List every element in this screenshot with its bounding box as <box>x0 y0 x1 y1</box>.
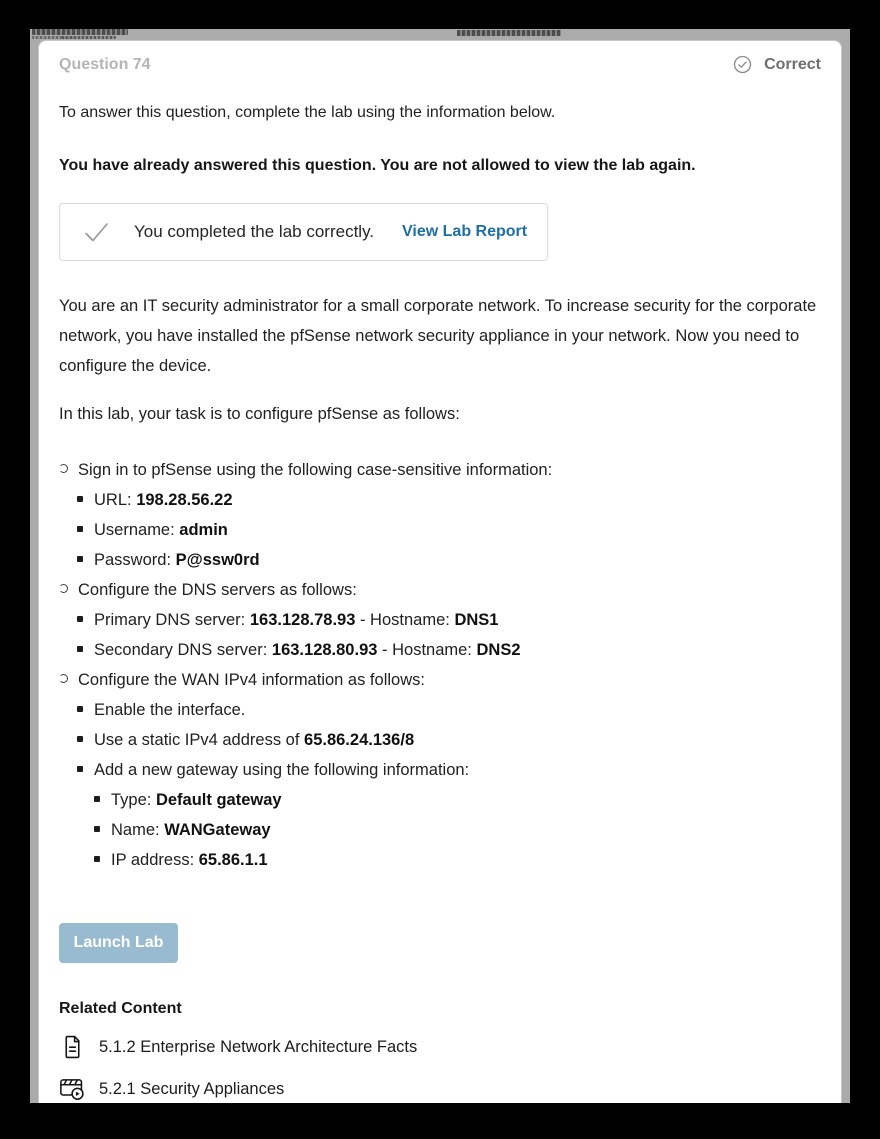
already-answered-warning: You have already answered this question. You are not allowed to view the lab again. <box>59 157 696 174</box>
related-item-label: 5.1.2 Enterprise Network Architecture Facts <box>99 1037 418 1056</box>
square-bullet-icon <box>77 496 83 502</box>
intro-text: To answer this question, complete the lab using the information below. <box>59 104 556 121</box>
task-list-item-text: Enable the interface. <box>94 701 246 719</box>
task-list-item <box>77 545 821 575</box>
task-list-item <box>77 725 821 755</box>
task-list-item-text: Configure the DNS servers as follows: <box>78 581 357 599</box>
scenario-paragraph: You are an IT security administrator for a small corporate network. To increase security for the corporate network, you have installed the pfSense network security appliance in your network. Now you need to configure the device. <box>59 297 817 375</box>
task-list-item <box>59 575 821 605</box>
result-badge <box>729 55 821 74</box>
task-list-item-text: Password: P@ssw0rd <box>94 551 260 569</box>
square-bullet-icon <box>77 646 83 652</box>
task-list-item <box>77 755 821 785</box>
question-number-label: Question 74 <box>59 55 151 73</box>
task-list-item-text: Username: admin <box>94 521 228 539</box>
minimized-address-text <box>457 30 561 36</box>
check-circle-icon <box>729 55 756 74</box>
open-circle-bullet-icon <box>59 674 68 683</box>
square-bullet-icon <box>77 616 83 622</box>
related-content-heading: Related Content <box>59 1000 182 1017</box>
task-list-item-text: Configure the WAN IPv4 information as follows: <box>78 671 425 689</box>
task-list-item <box>94 845 821 875</box>
task-list-item <box>77 515 821 545</box>
task-list-item <box>94 785 821 815</box>
task-list-item-text: Type: Default gateway <box>111 791 282 809</box>
square-bullet-icon <box>77 556 83 562</box>
related-item-video[interactable] <box>59 1076 821 1102</box>
task-list-item <box>94 815 821 845</box>
square-bullet-icon <box>77 766 83 772</box>
task-list-item <box>77 605 821 635</box>
task-intro-paragraph: In this lab, your task is to configure pfSense as follows: <box>59 405 460 423</box>
task-list-item <box>77 695 821 725</box>
open-circle-bullet-icon <box>59 464 68 473</box>
minimized-tab-text <box>32 29 128 35</box>
square-bullet-icon <box>77 526 83 532</box>
related-item-label: 5.2.1 Security Appliances <box>99 1079 285 1098</box>
task-list-item-text: IP address: 65.86.1.1 <box>111 851 268 869</box>
result-label: Correct <box>764 55 821 73</box>
task-list-item-text: Sign in to pfSense using the following case-sensitive information: <box>78 461 553 479</box>
square-bullet-icon <box>94 826 100 832</box>
task-list-item <box>59 665 821 695</box>
lab-result-message: You completed the lab correctly. <box>134 222 375 241</box>
square-bullet-icon <box>77 706 83 712</box>
checkmark-icon <box>83 222 110 243</box>
task-list <box>59 455 821 875</box>
task-list-item <box>77 485 821 515</box>
view-lab-report-link[interactable]: View Lab Report <box>402 223 528 240</box>
minimized-page-text <box>62 36 116 39</box>
video-icon <box>59 1076 86 1102</box>
question-header <box>59 55 821 74</box>
square-bullet-icon <box>94 856 100 862</box>
task-list-item <box>77 635 821 665</box>
document-icon <box>59 1034 86 1060</box>
task-list-item-text: Secondary DNS server: 163.128.80.93 - Hostname: DNS2 <box>94 641 521 659</box>
open-circle-bullet-icon <box>59 584 68 593</box>
task-list-item-text: Add a new gateway using the following information: <box>94 761 470 779</box>
task-list-item-text: Use a static IPv4 address of 65.86.24.136/8 <box>94 731 415 749</box>
related-item-document[interactable] <box>59 1034 821 1060</box>
square-bullet-icon <box>94 796 100 802</box>
lab-result-banner <box>59 203 548 261</box>
task-list-item-text: Name: WANGateway <box>111 821 271 839</box>
question-card <box>38 40 842 1103</box>
task-list-item-text: Primary DNS server: 163.128.78.93 - Hostname: DNS1 <box>94 611 499 629</box>
square-bullet-icon <box>77 736 83 742</box>
task-list-item-text: URL: 198.28.56.22 <box>94 491 233 509</box>
task-list-item <box>59 455 821 485</box>
launch-lab-button[interactable]: Launch Lab <box>59 923 178 963</box>
